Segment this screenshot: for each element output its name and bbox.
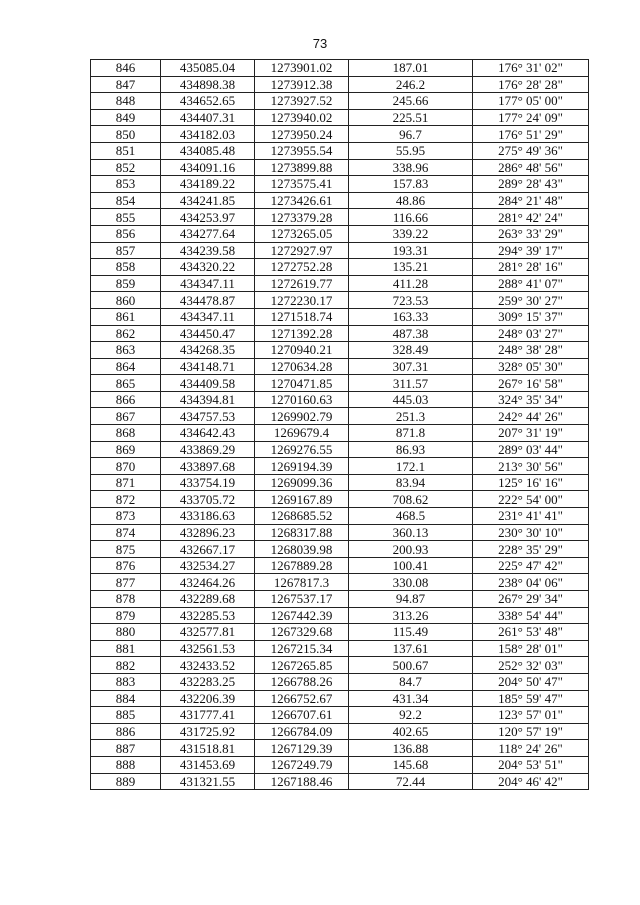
- x-coordinate-cell: 434253.97: [161, 209, 255, 226]
- table-row: [91, 342, 589, 359]
- x-coordinate-cell: 434409.58: [161, 375, 255, 392]
- y-coordinate-cell: 1267249.79: [255, 756, 349, 773]
- distance-cell: 92.2: [349, 707, 473, 724]
- y-coordinate-cell: 1267889.28: [255, 557, 349, 574]
- distance-cell: 136.88: [349, 740, 473, 757]
- bearing-cell: 177° 05' 00": [473, 93, 589, 110]
- x-coordinate-cell: 434241.85: [161, 192, 255, 209]
- y-coordinate-cell: 1271518.74: [255, 308, 349, 325]
- table-row: [91, 275, 589, 292]
- bearing-cell: 176° 51' 29": [473, 126, 589, 143]
- bearing-cell: 294° 39' 17": [473, 242, 589, 259]
- table-row: [91, 209, 589, 226]
- point-number-cell: 855: [91, 209, 161, 226]
- y-coordinate-cell: 1272927.97: [255, 242, 349, 259]
- x-coordinate-cell: 434478.87: [161, 292, 255, 309]
- y-coordinate-cell: 1267129.39: [255, 740, 349, 757]
- table-row: [91, 375, 589, 392]
- distance-cell: 339.22: [349, 225, 473, 242]
- x-coordinate-cell: 433754.19: [161, 474, 255, 491]
- x-coordinate-cell: 434757.53: [161, 408, 255, 425]
- point-number-cell: 867: [91, 408, 161, 425]
- distance-cell: 86.93: [349, 441, 473, 458]
- distance-cell: 330.08: [349, 574, 473, 591]
- table-row: [91, 673, 589, 690]
- distance-cell: 251.3: [349, 408, 473, 425]
- bearing-cell: 267° 29' 34": [473, 591, 589, 608]
- bearing-cell: 213° 30' 56": [473, 458, 589, 475]
- y-coordinate-cell: 1270471.85: [255, 375, 349, 392]
- distance-cell: 94.87: [349, 591, 473, 608]
- distance-cell: 468.5: [349, 508, 473, 525]
- bearing-cell: 238° 04' 06": [473, 574, 589, 591]
- y-coordinate-cell: 1269679.4: [255, 425, 349, 442]
- bearing-cell: 176° 28' 28": [473, 76, 589, 93]
- point-number-cell: 874: [91, 524, 161, 541]
- distance-cell: 193.31: [349, 242, 473, 259]
- table-row: [91, 76, 589, 93]
- table-row: [91, 640, 589, 657]
- bearing-cell: 222° 54' 00": [473, 491, 589, 508]
- point-number-cell: 860: [91, 292, 161, 309]
- distance-cell: 723.53: [349, 292, 473, 309]
- x-coordinate-cell: 434407.31: [161, 109, 255, 126]
- table-row: [91, 723, 589, 740]
- distance-cell: 307.31: [349, 358, 473, 375]
- table-row: [91, 524, 589, 541]
- bearing-cell: 120° 57' 19": [473, 723, 589, 740]
- point-number-cell: 882: [91, 657, 161, 674]
- y-coordinate-cell: 1267329.68: [255, 624, 349, 641]
- point-number-cell: 871: [91, 474, 161, 491]
- table-row: [91, 159, 589, 176]
- x-coordinate-cell: 432534.27: [161, 557, 255, 574]
- y-coordinate-cell: 1269167.89: [255, 491, 349, 508]
- distance-cell: 338.96: [349, 159, 473, 176]
- point-number-cell: 861: [91, 308, 161, 325]
- distance-cell: 708.62: [349, 491, 473, 508]
- table-row: [91, 325, 589, 342]
- y-coordinate-cell: 1267537.17: [255, 591, 349, 608]
- y-coordinate-cell: 1267265.85: [255, 657, 349, 674]
- bearing-cell: 289° 28' 43": [473, 176, 589, 193]
- x-coordinate-cell: 435085.04: [161, 60, 255, 77]
- table-row: [91, 707, 589, 724]
- y-coordinate-cell: 1266784.09: [255, 723, 349, 740]
- x-coordinate-cell: 433869.29: [161, 441, 255, 458]
- point-number-cell: 869: [91, 441, 161, 458]
- distance-cell: 871.8: [349, 425, 473, 442]
- bearing-cell: 275° 49' 36": [473, 142, 589, 159]
- x-coordinate-cell: 434239.58: [161, 242, 255, 259]
- distance-cell: 116.66: [349, 209, 473, 226]
- distance-cell: 137.61: [349, 640, 473, 657]
- distance-cell: 411.28: [349, 275, 473, 292]
- y-coordinate-cell: 1266788.26: [255, 673, 349, 690]
- point-number-cell: 884: [91, 690, 161, 707]
- x-coordinate-cell: 432561.53: [161, 640, 255, 657]
- bearing-cell: 281° 28' 16": [473, 259, 589, 276]
- bearing-cell: 284° 21' 48": [473, 192, 589, 209]
- x-coordinate-cell: 432896.23: [161, 524, 255, 541]
- x-coordinate-cell: 434898.38: [161, 76, 255, 93]
- x-coordinate-cell: 434148.71: [161, 358, 255, 375]
- point-number-cell: 886: [91, 723, 161, 740]
- table-row: [91, 591, 589, 608]
- table-row: [91, 391, 589, 408]
- table-row: [91, 358, 589, 375]
- table-row: [91, 474, 589, 491]
- distance-cell: 360.13: [349, 524, 473, 541]
- distance-cell: 48.86: [349, 192, 473, 209]
- bearing-cell: 242° 44' 26": [473, 408, 589, 425]
- table-row: [91, 607, 589, 624]
- point-number-cell: 864: [91, 358, 161, 375]
- y-coordinate-cell: 1269099.36: [255, 474, 349, 491]
- point-number-cell: 881: [91, 640, 161, 657]
- point-number-cell: 863: [91, 342, 161, 359]
- x-coordinate-cell: 434189.22: [161, 176, 255, 193]
- x-coordinate-cell: 432289.68: [161, 591, 255, 608]
- distance-cell: 72.44: [349, 773, 473, 790]
- table-row: [91, 142, 589, 159]
- bearing-cell: 259° 30' 27": [473, 292, 589, 309]
- y-coordinate-cell: 1266752.67: [255, 690, 349, 707]
- distance-cell: 96.7: [349, 126, 473, 143]
- distance-cell: 200.93: [349, 541, 473, 558]
- distance-cell: 431.34: [349, 690, 473, 707]
- coordinates-table: [90, 59, 589, 790]
- x-coordinate-cell: 434320.22: [161, 259, 255, 276]
- y-coordinate-cell: 1273927.52: [255, 93, 349, 110]
- table-row: [91, 557, 589, 574]
- distance-cell: 172.1: [349, 458, 473, 475]
- point-number-cell: 875: [91, 541, 161, 558]
- distance-cell: 100.41: [349, 557, 473, 574]
- y-coordinate-cell: 1269194.39: [255, 458, 349, 475]
- point-number-cell: 849: [91, 109, 161, 126]
- x-coordinate-cell: 434085.48: [161, 142, 255, 159]
- y-coordinate-cell: 1273265.05: [255, 225, 349, 242]
- point-number-cell: 889: [91, 773, 161, 790]
- point-number-cell: 888: [91, 756, 161, 773]
- distance-cell: 245.66: [349, 93, 473, 110]
- point-number-cell: 885: [91, 707, 161, 724]
- x-coordinate-cell: 432283.25: [161, 673, 255, 690]
- distance-cell: 402.65: [349, 723, 473, 740]
- y-coordinate-cell: 1267442.39: [255, 607, 349, 624]
- point-number-cell: 847: [91, 76, 161, 93]
- bearing-cell: 248° 03' 27": [473, 325, 589, 342]
- x-coordinate-cell: 434277.64: [161, 225, 255, 242]
- x-coordinate-cell: 434268.35: [161, 342, 255, 359]
- bearing-cell: 177° 24' 09": [473, 109, 589, 126]
- y-coordinate-cell: 1273899.88: [255, 159, 349, 176]
- bearing-cell: 204° 50' 47": [473, 673, 589, 690]
- y-coordinate-cell: 1272752.28: [255, 259, 349, 276]
- distance-cell: 55.95: [349, 142, 473, 159]
- point-number-cell: 856: [91, 225, 161, 242]
- x-coordinate-cell: 434347.11: [161, 308, 255, 325]
- distance-cell: 115.49: [349, 624, 473, 641]
- bearing-cell: 288° 41' 07": [473, 275, 589, 292]
- bearing-cell: 248° 38' 28": [473, 342, 589, 359]
- x-coordinate-cell: 433897.68: [161, 458, 255, 475]
- point-number-cell: 862: [91, 325, 161, 342]
- y-coordinate-cell: 1273940.02: [255, 109, 349, 126]
- x-coordinate-cell: 434091.16: [161, 159, 255, 176]
- point-number-cell: 868: [91, 425, 161, 442]
- y-coordinate-cell: 1266707.61: [255, 707, 349, 724]
- distance-cell: 225.51: [349, 109, 473, 126]
- point-number-cell: 876: [91, 557, 161, 574]
- y-coordinate-cell: 1273426.61: [255, 192, 349, 209]
- table-row: [91, 60, 589, 77]
- y-coordinate-cell: 1268685.52: [255, 508, 349, 525]
- bearing-cell: 176° 31' 02": [473, 60, 589, 77]
- bearing-cell: 289° 03' 44": [473, 441, 589, 458]
- distance-cell: 163.33: [349, 308, 473, 325]
- point-number-cell: 872: [91, 491, 161, 508]
- bearing-cell: 286° 48' 56": [473, 159, 589, 176]
- bearing-cell: 252° 32' 03": [473, 657, 589, 674]
- bearing-cell: 204° 53' 51": [473, 756, 589, 773]
- point-number-cell: 858: [91, 259, 161, 276]
- bearing-cell: 118° 24' 26": [473, 740, 589, 757]
- y-coordinate-cell: 1268039.98: [255, 541, 349, 558]
- table-row: [91, 458, 589, 475]
- distance-cell: 311.57: [349, 375, 473, 392]
- table-row: [91, 756, 589, 773]
- x-coordinate-cell: 434182.03: [161, 126, 255, 143]
- point-number-cell: 870: [91, 458, 161, 475]
- y-coordinate-cell: 1271392.28: [255, 325, 349, 342]
- page-number: 73: [312, 36, 328, 51]
- point-number-cell: 877: [91, 574, 161, 591]
- x-coordinate-cell: 431453.69: [161, 756, 255, 773]
- table-row: [91, 109, 589, 126]
- point-number-cell: 865: [91, 375, 161, 392]
- point-number-cell: 852: [91, 159, 161, 176]
- y-coordinate-cell: 1273955.54: [255, 142, 349, 159]
- table-row: [91, 242, 589, 259]
- bearing-cell: 207° 31' 19": [473, 425, 589, 442]
- bearing-cell: 324° 35' 34": [473, 391, 589, 408]
- table-row: [91, 508, 589, 525]
- x-coordinate-cell: 431321.55: [161, 773, 255, 790]
- table-row: [91, 259, 589, 276]
- x-coordinate-cell: 434394.81: [161, 391, 255, 408]
- x-coordinate-cell: 434642.43: [161, 425, 255, 442]
- table-row: [91, 176, 589, 193]
- point-number-cell: 854: [91, 192, 161, 209]
- point-number-cell: 873: [91, 508, 161, 525]
- point-number-cell: 853: [91, 176, 161, 193]
- table-row: [91, 491, 589, 508]
- point-number-cell: 879: [91, 607, 161, 624]
- distance-cell: 145.68: [349, 756, 473, 773]
- y-coordinate-cell: 1269276.55: [255, 441, 349, 458]
- bearing-cell: 309° 15' 37": [473, 308, 589, 325]
- table-row: [91, 624, 589, 641]
- table-row: [91, 690, 589, 707]
- table-row: [91, 425, 589, 442]
- y-coordinate-cell: 1267188.46: [255, 773, 349, 790]
- bearing-cell: 263° 33' 29": [473, 225, 589, 242]
- point-number-cell: 857: [91, 242, 161, 259]
- point-number-cell: 880: [91, 624, 161, 641]
- table-row: [91, 308, 589, 325]
- bearing-cell: 281° 42' 24": [473, 209, 589, 226]
- point-number-cell: 850: [91, 126, 161, 143]
- x-coordinate-cell: 433186.63: [161, 508, 255, 525]
- x-coordinate-cell: 431518.81: [161, 740, 255, 757]
- table-row: [91, 126, 589, 143]
- x-coordinate-cell: 431777.41: [161, 707, 255, 724]
- x-coordinate-cell: 432206.39: [161, 690, 255, 707]
- x-coordinate-cell: 431725.92: [161, 723, 255, 740]
- table-row: [91, 773, 589, 790]
- y-coordinate-cell: 1272619.77: [255, 275, 349, 292]
- distance-cell: 313.26: [349, 607, 473, 624]
- y-coordinate-cell: 1273379.28: [255, 209, 349, 226]
- y-coordinate-cell: 1273950.24: [255, 126, 349, 143]
- distance-cell: 135.21: [349, 259, 473, 276]
- table-row: [91, 441, 589, 458]
- bearing-cell: 228° 35' 29": [473, 541, 589, 558]
- distance-cell: 187.01: [349, 60, 473, 77]
- y-coordinate-cell: 1270160.63: [255, 391, 349, 408]
- y-coordinate-cell: 1267215.34: [255, 640, 349, 657]
- distance-cell: 328.49: [349, 342, 473, 359]
- bearing-cell: 158° 28' 01": [473, 640, 589, 657]
- bearing-cell: 261° 53' 48": [473, 624, 589, 641]
- distance-cell: 157.83: [349, 176, 473, 193]
- bearing-cell: 225° 47' 42": [473, 557, 589, 574]
- x-coordinate-cell: 432667.17: [161, 541, 255, 558]
- y-coordinate-cell: 1273912.38: [255, 76, 349, 93]
- y-coordinate-cell: 1272230.17: [255, 292, 349, 309]
- table-row: [91, 740, 589, 757]
- distance-cell: 445.03: [349, 391, 473, 408]
- table-row: [91, 541, 589, 558]
- x-coordinate-cell: 434347.11: [161, 275, 255, 292]
- point-number-cell: 859: [91, 275, 161, 292]
- x-coordinate-cell: 432285.53: [161, 607, 255, 624]
- table-row: [91, 192, 589, 209]
- y-coordinate-cell: 1267817.3: [255, 574, 349, 591]
- table-row: [91, 93, 589, 110]
- bearing-cell: 204° 46' 42": [473, 773, 589, 790]
- point-number-cell: 846: [91, 60, 161, 77]
- distance-cell: 84.7: [349, 673, 473, 690]
- distance-cell: 500.67: [349, 657, 473, 674]
- distance-cell: 246.2: [349, 76, 473, 93]
- table-row: [91, 657, 589, 674]
- distance-cell: 83.94: [349, 474, 473, 491]
- table-row: [91, 292, 589, 309]
- x-coordinate-cell: 432464.26: [161, 574, 255, 591]
- x-coordinate-cell: 434652.65: [161, 93, 255, 110]
- table-row: [91, 408, 589, 425]
- point-number-cell: 883: [91, 673, 161, 690]
- y-coordinate-cell: 1273575.41: [255, 176, 349, 193]
- point-number-cell: 866: [91, 391, 161, 408]
- x-coordinate-cell: 433705.72: [161, 491, 255, 508]
- bearing-cell: 267° 16' 58": [473, 375, 589, 392]
- table-row: [91, 225, 589, 242]
- y-coordinate-cell: 1269902.79: [255, 408, 349, 425]
- bearing-cell: 328° 05' 30": [473, 358, 589, 375]
- table-row: [91, 574, 589, 591]
- bearing-cell: 123° 57' 01": [473, 707, 589, 724]
- y-coordinate-cell: 1268317.88: [255, 524, 349, 541]
- point-number-cell: 887: [91, 740, 161, 757]
- distance-cell: 487.38: [349, 325, 473, 342]
- bearing-cell: 230° 30' 10": [473, 524, 589, 541]
- x-coordinate-cell: 432577.81: [161, 624, 255, 641]
- x-coordinate-cell: 434450.47: [161, 325, 255, 342]
- x-coordinate-cell: 432433.52: [161, 657, 255, 674]
- point-number-cell: 848: [91, 93, 161, 110]
- bearing-cell: 125° 16' 16": [473, 474, 589, 491]
- bearing-cell: 338° 54' 44": [473, 607, 589, 624]
- y-coordinate-cell: 1270634.28: [255, 358, 349, 375]
- bearing-cell: 231° 41' 41": [473, 508, 589, 525]
- point-number-cell: 878: [91, 591, 161, 608]
- y-coordinate-cell: 1270940.21: [255, 342, 349, 359]
- table-body: [91, 60, 589, 790]
- point-number-cell: 851: [91, 142, 161, 159]
- bearing-cell: 185° 59' 47": [473, 690, 589, 707]
- y-coordinate-cell: 1273901.02: [255, 60, 349, 77]
